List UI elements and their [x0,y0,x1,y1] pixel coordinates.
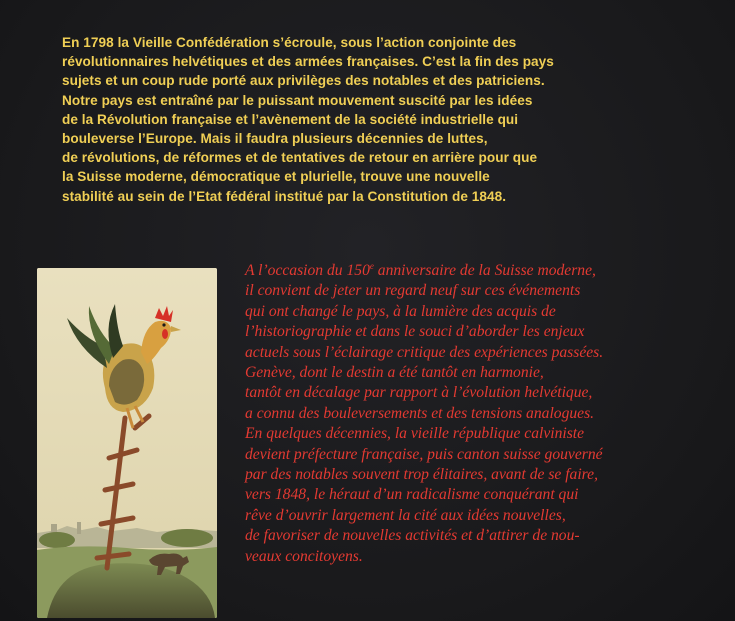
body-line: vers 1848, le héraut d’un radicalisme conquérant qui [245,486,579,504]
body-line: veaux concitoyens. [245,547,363,565]
intro-line: En 1798 la Vieille Confédération s’écroule, sous l’action conjointe des [62,35,517,50]
intro-line: de révolutions, de réformes et de tentatives de retour en arrière pour que [62,150,538,166]
intro-line: révolutionnaires helvétiques et des armées françaises. C’est la fin des pays [62,54,554,70]
rooster-illustration [37,268,217,618]
intro-line: la Suisse moderne, démocratique et plurielle, trouve une nouvelle [62,169,490,185]
intro-line: stabilité au sein de l’Etat fédéral institué par la Constitution de 1848. [62,188,507,204]
body-line: l’historiographie et dans le souci d’aborder les enjeux [245,323,585,341]
body-line: A l’occasion du 150e anniversaire de la Suisse moderne, [245,260,596,279]
body-line: devient préfecture française, puis canton suisse gouverné [245,445,603,463]
intro-line: Notre pays est entraîné par le puissant mouvement suscité par les idées [62,92,533,108]
body-line: qui ont changé le pays, à la lumière des acquis de [245,302,556,320]
intro-line: de la Révolution française et l’avènement de la société industrielle qui [62,111,519,127]
intro-line: sujets et un coup rude porté aux privilèges des notables et des patriciens. [62,73,545,89]
intro-paragraph [62,33,682,206]
rooster-engraving-image [37,268,217,618]
body-paragraph [245,261,725,567]
body-line: il convient de jeter un regard neuf sur ces événements [245,282,581,300]
body-line: a connu des bouleversements et des tensions analogues. [245,404,595,422]
body-line: tantôt en décalage par rapport à l’évolution helvétique, [245,384,593,402]
body-line: par des notables souvent trop élitaires, avant de se faire, [245,466,598,484]
body-line: de favoriser de nouvelles activités et d’attirer de nou- [245,527,580,545]
body-line: En quelques décennies, la vieille république calviniste [245,425,585,443]
intro-line: bouleverse l’Europe. Mais il faudra plusieurs décennies de luttes, [62,131,488,147]
body-line: Genève, dont le destin a été tantôt en harmonie, [245,364,544,382]
body-line: rêve d’ouvrir largement la cité aux idées nouvelles, [245,506,566,524]
body-line: actuels sous l’éclairage critique des expériences passées. [245,343,604,361]
